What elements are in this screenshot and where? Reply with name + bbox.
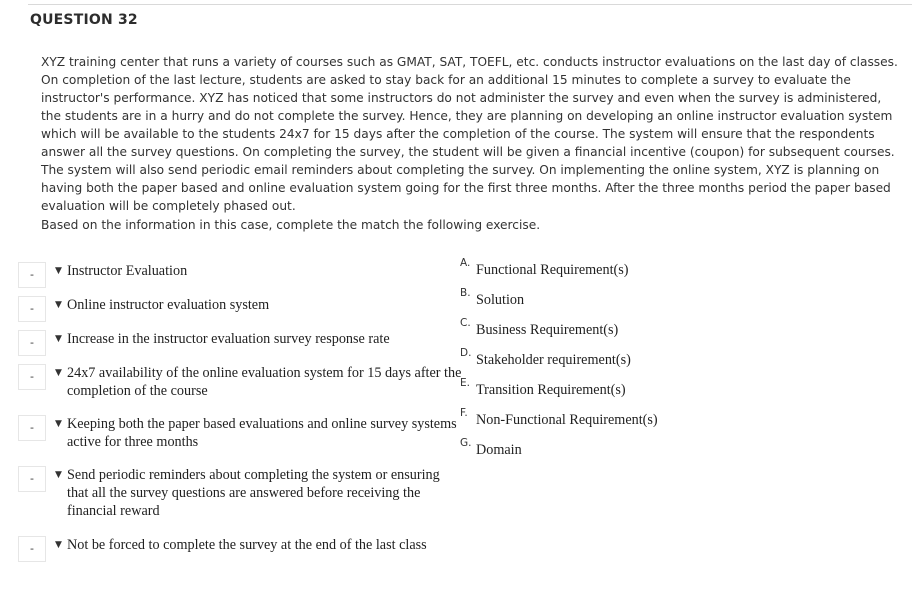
question-title: QUESTION 32 xyxy=(30,12,138,28)
match-select[interactable]: - xyxy=(18,536,46,562)
top-divider xyxy=(28,4,912,5)
dropdown-arrow-icon[interactable]: ▼ xyxy=(55,300,62,310)
answer-letter: B. xyxy=(460,287,471,299)
answer-text: Non-Functional Requirement(s) xyxy=(476,412,658,428)
answer-text: Solution xyxy=(476,292,525,308)
match-prompt: Instructor Evaluation xyxy=(67,263,188,279)
question-instruction: Based on the information in this case, complete the match the following exercise. xyxy=(41,218,541,232)
match-select[interactable]: - xyxy=(18,364,46,390)
dropdown-arrow-icon[interactable]: ▼ xyxy=(55,419,62,429)
answer-letter: C. xyxy=(460,317,471,329)
match-select[interactable]: - xyxy=(18,330,46,356)
dropdown-arrow-icon[interactable]: ▼ xyxy=(55,368,62,378)
answer-letter: D. xyxy=(460,347,472,359)
answer-text: Transition Requirement(s) xyxy=(476,382,626,398)
match-select[interactable]: - xyxy=(18,466,46,492)
answer-text: Stakeholder requirement(s) xyxy=(476,352,631,368)
dropdown-arrow-icon[interactable]: ▼ xyxy=(55,266,62,276)
dropdown-arrow-icon[interactable]: ▼ xyxy=(55,470,62,480)
answer-letter: F. xyxy=(460,407,468,419)
match-prompt: Online instructor evaluation system xyxy=(67,297,270,313)
answer-text: Functional Requirement(s) xyxy=(476,262,629,278)
match-prompt: Send periodic reminders about completing the system or ensuring that all the survey questions are answered before receiving the financial reward xyxy=(67,467,440,519)
match-select[interactable]: - xyxy=(18,262,46,288)
dropdown-arrow-icon[interactable]: ▼ xyxy=(55,334,62,344)
answer-letter: A. xyxy=(460,257,471,269)
match-prompt: Keeping both the paper based evaluations and online survey systems active for three months xyxy=(67,416,457,450)
match-prompt: Increase in the instructor evaluation survey response rate xyxy=(67,331,390,347)
match-prompt: 24x7 availability of the online evaluation system for 15 days after the completion of the course xyxy=(67,365,462,399)
match-select[interactable]: - xyxy=(18,296,46,322)
dropdown-arrow-icon[interactable]: ▼ xyxy=(55,540,62,550)
question-stem: XYZ training center that runs a variety of courses such as GMAT, SAT, TOEFL, etc. conducts instructor evaluations on the last day of classes. On completion of the last lecture, students are asked to stay back for an additional 15 minutes to complete a survey to evaluate the instructor's performance. XYZ has noticed that some instructors do not administer the survey and even when the survey is administered, the students are in a hurry and do not complete the survey. Hence, they are planning on developing an online instructor evaluation system which will be available to the students 24x7 for 15 days after the completion of the course. The system will ensure that the respondents answer all the survey questions. On completing the survey, the student will be given a financial incentive (coupon) for subsequent courses. The system will also send periodic email reminders about completing the survey. On implementing the online system, XYZ is planning on having both the paper based and online evaluation system going for the first three months. After the three months period the paper based evaluation will be completely phased out. xyxy=(41,55,898,213)
answer-letter: G. xyxy=(460,437,472,449)
answer-text: Business Requirement(s) xyxy=(476,322,619,338)
match-select[interactable]: - xyxy=(18,415,46,441)
answer-text: Domain xyxy=(476,442,522,458)
match-prompt: Not be forced to complete the survey at the end of the last class xyxy=(67,537,427,553)
answer-letter: E. xyxy=(460,377,470,389)
